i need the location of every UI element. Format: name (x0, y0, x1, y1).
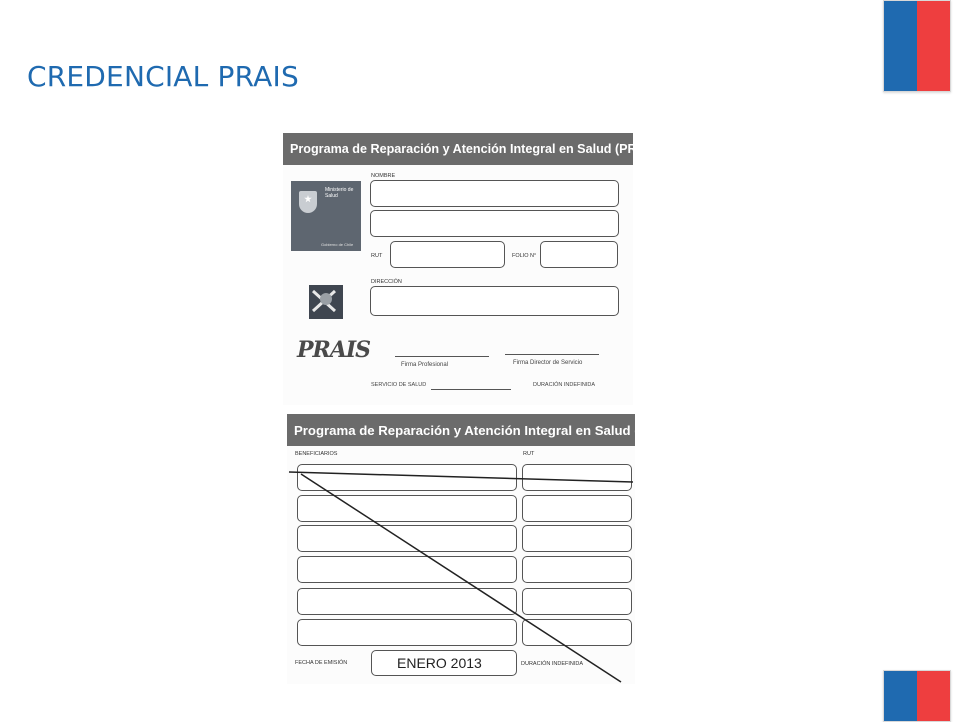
credential-front-header: Programa de Reparación y Atención Integral en Salud (PRAIS) (283, 133, 633, 165)
emblem-subtitle: Gobierno de Chile (321, 242, 354, 247)
servicio-salud-line (431, 389, 511, 390)
folio-field (540, 241, 618, 268)
credential-front (283, 133, 662, 405)
chile-flag-decoration-top (883, 0, 951, 92)
shield-icon (299, 191, 317, 213)
servicio-salud-label: SERVICIO DE SALUD (371, 382, 427, 388)
firma-profesional-label: Firma Profesional (401, 362, 449, 368)
credential-back (287, 414, 684, 684)
prais-logo-text: PRAIS (297, 337, 371, 363)
label-beneficiarios: BENEFICIARIOS (295, 451, 338, 457)
label-nombre: NOMBRE (371, 173, 396, 179)
duracion-label: DURACIÓN INDEFINIDA (533, 382, 596, 388)
label-rut: RUT (371, 253, 383, 259)
strike-through-lines (287, 414, 635, 684)
firma-director-line (505, 354, 599, 355)
rut-field (390, 241, 505, 268)
credential-back-header: Programa de Reparación y Atención Integral en Salud (PRAIS) (287, 414, 635, 446)
nombre-field-1 (370, 180, 619, 207)
slide-title: CREDENCIAL PRAIS (27, 60, 299, 93)
label-rut-back: RUT (523, 451, 535, 457)
nombre-field-2 (370, 210, 619, 237)
duracion-back-label: DURACIÓN INDEFINIDA (521, 661, 584, 667)
ministerio-emblem (291, 181, 361, 251)
label-folio: FOLIO N° (512, 253, 537, 259)
chile-flag-decoration-bottom (883, 670, 951, 722)
firma-director-label: Firma Director de Servicio (513, 360, 583, 366)
firma-profesional-line (395, 356, 489, 357)
emblem-title: Ministerio de Salud (325, 187, 354, 199)
fecha-emision-value: ENERO 2013 (397, 655, 482, 671)
direccion-field (370, 286, 619, 316)
label-direccion: DIRECCIÓN (371, 279, 402, 285)
label-fecha-emision: FECHA DE EMISIÓN (295, 660, 348, 666)
